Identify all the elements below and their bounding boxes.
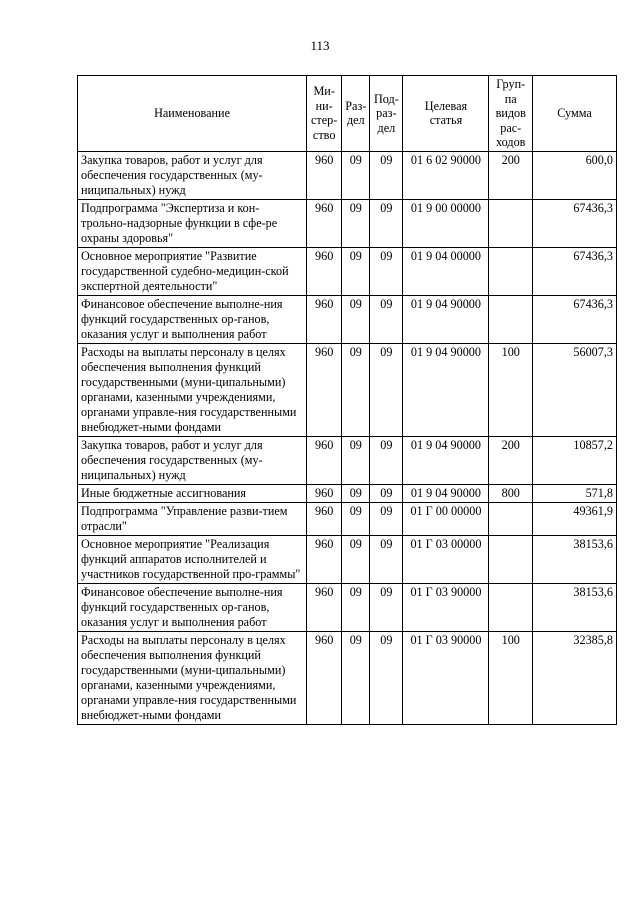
header-name: Наименование: [78, 76, 307, 152]
cell-amount: 571,8: [533, 484, 617, 502]
cell-section: 09: [342, 535, 370, 583]
table-row: [78, 583, 617, 631]
table-row: [78, 151, 617, 199]
header-amount: Сумма: [533, 76, 617, 152]
cell-section: 09: [342, 484, 370, 502]
cell-amount: 600,0: [533, 151, 617, 199]
cell-subsection: 09: [370, 151, 403, 199]
cell-amount: 38153,6: [533, 535, 617, 583]
cell-target: 01 9 04 90000: [403, 343, 489, 436]
table-row: [78, 502, 617, 535]
cell-ministry: 960: [307, 343, 342, 436]
cell-section: 09: [342, 583, 370, 631]
cell-amount: 10857,2: [533, 436, 617, 484]
header-subsection: Под- раз- дел: [370, 76, 403, 152]
cell-subsection: 09: [370, 502, 403, 535]
cell-ministry: 960: [307, 631, 342, 724]
header-expense-group: Груп- па видов рас- ходов: [489, 76, 533, 152]
cell-expense-group: [489, 199, 533, 247]
table-header-row: [78, 76, 617, 152]
cell-subsection: 09: [370, 436, 403, 484]
cell-subsection: 09: [370, 535, 403, 583]
header-section: Раз- дел: [342, 76, 370, 152]
cell-expense-group: 200: [489, 151, 533, 199]
cell-ministry: 960: [307, 151, 342, 199]
cell-target: 01 Г 03 90000: [403, 583, 489, 631]
page-number: 113: [310, 38, 330, 53]
cell-amount: 49361,9: [533, 502, 617, 535]
cell-subsection: 09: [370, 583, 403, 631]
cell-expense-group: 800: [489, 484, 533, 502]
cell-expense-group: [489, 535, 533, 583]
cell-expense-group: 200: [489, 436, 533, 484]
cell-subsection: 09: [370, 247, 403, 295]
cell-section: 09: [342, 199, 370, 247]
cell-amount: 67436,3: [533, 199, 617, 247]
cell-amount: 67436,3: [533, 247, 617, 295]
table-row: [78, 295, 617, 343]
cell-name: Закупка товаров, работ и услуг для обеспечения государственных (му-ниципальных) нужд: [78, 151, 307, 199]
header-target: Целевая статья: [403, 76, 489, 152]
cell-section: 09: [342, 502, 370, 535]
cell-target: 01 Г 03 90000: [403, 631, 489, 724]
cell-target: 01 9 04 90000: [403, 295, 489, 343]
cell-name: Финансовое обеспечение выполне-ния функций государственных ор-ганов, оказания услуг и выполнения работ: [78, 583, 307, 631]
cell-name: Подпрограмма "Экспертиза и кон-трольно-надзорные функции в сфе-ре охраны здоровья": [78, 199, 307, 247]
cell-target: 01 6 02 90000: [403, 151, 489, 199]
cell-amount: 32385,8: [533, 631, 617, 724]
cell-target: 01 9 04 00000: [403, 247, 489, 295]
cell-ministry: 960: [307, 199, 342, 247]
cell-section: 09: [342, 343, 370, 436]
cell-expense-group: [489, 502, 533, 535]
cell-name: Расходы на выплаты персоналу в целях обеспечения выполнения функций государственными (муни-ципальными) органами, казенными учреждениями, органами управле-ния государственными внебюджет-ными фондами: [78, 343, 307, 436]
cell-ministry: 960: [307, 583, 342, 631]
cell-expense-group: [489, 295, 533, 343]
cell-ministry: 960: [307, 247, 342, 295]
cell-ministry: 960: [307, 484, 342, 502]
cell-name: Закупка товаров, работ и услуг для обеспечения государственных (му-ниципальных) нужд: [78, 436, 307, 484]
table-row: [78, 436, 617, 484]
cell-name: Основное мероприятие "Реализация функций аппаратов исполнителей и участников государственной про-граммы": [78, 535, 307, 583]
cell-expense-group: [489, 247, 533, 295]
cell-section: 09: [342, 151, 370, 199]
budget-table: [77, 75, 617, 725]
cell-subsection: 09: [370, 631, 403, 724]
table-row: [78, 535, 617, 583]
cell-amount: 38153,6: [533, 583, 617, 631]
table-row: [78, 484, 617, 502]
cell-name: Финансовое обеспечение выполне-ния функций государственных ор-ганов, оказания услуг и выполнения работ: [78, 295, 307, 343]
cell-section: 09: [342, 436, 370, 484]
cell-target: 01 9 00 00000: [403, 199, 489, 247]
cell-expense-group: [489, 583, 533, 631]
cell-ministry: 960: [307, 535, 342, 583]
cell-name: Основное мероприятие "Развитие государственной судебно-медицин-ской экспертной деятельности": [78, 247, 307, 295]
table-row: [78, 343, 617, 436]
cell-subsection: 09: [370, 484, 403, 502]
cell-section: 09: [342, 631, 370, 724]
cell-subsection: 09: [370, 343, 403, 436]
cell-name: Расходы на выплаты персоналу в целях обеспечения выполнения функций государственными (муни-ципальными) органами, казенными учреждениями, органами управле-ния государственными внебюджет-ными фондами: [78, 631, 307, 724]
cell-subsection: 09: [370, 295, 403, 343]
table-row: [78, 631, 617, 724]
cell-section: 09: [342, 247, 370, 295]
cell-target: 01 Г 03 00000: [403, 535, 489, 583]
cell-ministry: 960: [307, 436, 342, 484]
table-row: [78, 199, 617, 247]
cell-section: 09: [342, 295, 370, 343]
cell-name: Иные бюджетные ассигнования: [78, 484, 307, 502]
cell-subsection: 09: [370, 199, 403, 247]
table-row: [78, 247, 617, 295]
cell-target: 01 9 04 90000: [403, 436, 489, 484]
cell-expense-group: 100: [489, 631, 533, 724]
cell-name: Подпрограмма "Управление разви-тием отрасли": [78, 502, 307, 535]
cell-amount: 67436,3: [533, 295, 617, 343]
cell-amount: 56007,3: [533, 343, 617, 436]
cell-expense-group: 100: [489, 343, 533, 436]
cell-ministry: 960: [307, 295, 342, 343]
header-ministry: Ми- ни- стер- ство: [307, 76, 342, 152]
cell-target: 01 9 04 90000: [403, 484, 489, 502]
cell-ministry: 960: [307, 502, 342, 535]
cell-target: 01 Г 00 00000: [403, 502, 489, 535]
